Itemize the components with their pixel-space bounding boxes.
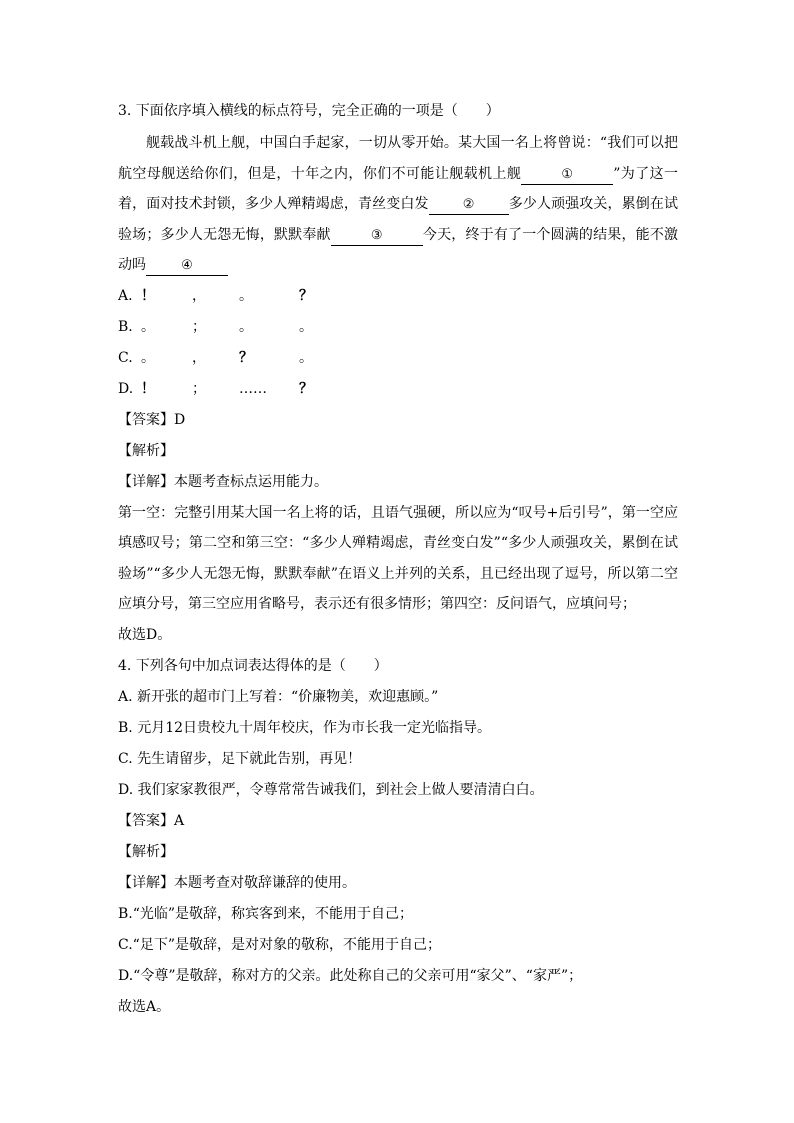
q4-note-b: B.“光临”是敬辞，称宾客到来，不能用于自己； — [118, 905, 414, 922]
q4-note-d: D.“令尊”是敬辞，称对方的父亲。此处称自己的父亲可用“家父”、“家严”； — [118, 967, 583, 984]
option-letter: C. — [118, 349, 133, 366]
option-mark-2: ， — [192, 287, 206, 304]
option-d — [118, 374, 678, 405]
q4-conclusion: 故选A。 — [118, 998, 171, 1015]
option-mark-3: 。 — [239, 318, 253, 335]
q3-detail: 【详解】本题考查标点运用能力。 — [118, 473, 328, 490]
passage-text-3: 多少人顽强攻关，累倒在试验场；多少人无怨无悔，默默奉献 — [118, 196, 679, 243]
option-a — [118, 281, 678, 312]
option-mark-2: ； — [192, 380, 206, 397]
option-mark-4: ？ — [299, 287, 313, 304]
q4-option-a: A. 新开张的超市门上写着：“价廉物美，欢迎惠顾。” — [118, 688, 439, 705]
option-mark-1: 。 — [141, 318, 155, 335]
option-mark-4: 。 — [299, 318, 313, 335]
q4-option-c: C. 先生请留步，足下就此告别，再见！ — [118, 750, 362, 767]
option-mark-4: ？ — [299, 380, 313, 397]
option-mark-1: ！ — [141, 380, 155, 397]
option-mark-1: ！ — [141, 287, 155, 304]
q4-answer: 【答案】A — [118, 812, 185, 829]
option-letter: D. — [118, 380, 134, 397]
blank-2: ② — [429, 194, 509, 215]
blank-4: ④ — [146, 255, 228, 276]
option-letter: A. — [118, 287, 133, 304]
q3-stem: 3. 下面依序填入横线的标点符号，完全正确的一项是（ ） — [118, 103, 500, 119]
blank-3: ③ — [331, 225, 423, 246]
q3-conclusion: 故选D。 — [118, 626, 172, 643]
q3-explanation: 第一空：完整引用某大国一名上将的话，且语气强硬，所以应为“叹号+后引号”，第一空应填感叹号；第二空和第三空：“多少人殚精竭虑，青丝变白发”“多少人顽强攻关，累倒在试验场”“多少人无怨无悔，默默奉献”在语义上并列的关系，且已经出现了逗号，所以第二空应填分号，第三空应用省略号，表示还有很多情形；第四空：反问语气，应填问号； — [118, 504, 678, 612]
q4-option-b: B. 元月12日贵校九十周年校庆，作为市长我一定光临指导。 — [118, 719, 492, 736]
option-mark-4: 。 — [299, 349, 313, 366]
passage-text-4: 今天，终于有了一个圆满的结果，能不激动吗 — [118, 226, 679, 273]
q4-analysis-label: 【解析】 — [118, 843, 174, 860]
option-mark-2: ； — [192, 318, 206, 335]
option-c — [118, 343, 678, 374]
blank-1: ① — [521, 164, 613, 185]
option-mark-3: …… — [239, 380, 267, 397]
passage-text-2: ”为了这一着，面对技术封锁，多少人殚精竭虑，青丝变白发 — [118, 165, 678, 212]
option-mark-1: 。 — [141, 349, 155, 366]
q4-detail: 【详解】本题考查对敬辞谦辞的使用。 — [118, 874, 356, 891]
option-letter: B. — [118, 318, 133, 335]
q4-note-c: C.“足下”是敬辞，是对对象的敬称，不能用于自己； — [118, 936, 441, 953]
option-mark-3: ？ — [239, 349, 253, 366]
q3-passage — [118, 128, 678, 281]
q3-analysis-label: 【解析】 — [118, 442, 174, 459]
q4-stem: 4. 下列各句中加点词表达得体的是（ ） — [118, 657, 388, 674]
passage-text-1: 舰载战斗机上舰，中国白手起家，一切从零开始。某大国一名上将曾说：“我们可以把航空母舰送给你们，但是，十年之内，你们不可能让舰载机上舰 — [118, 135, 678, 182]
option-mark-3: 。 — [239, 287, 253, 304]
document-page — [118, 96, 678, 1023]
q3-answer: 【答案】D — [118, 411, 186, 428]
option-b — [118, 312, 678, 343]
q4-option-d: D. 我们家家教很严，令尊常常告诫我们，到社会上做人要清清白白。 — [118, 781, 544, 798]
option-mark-2: ， — [192, 349, 206, 366]
